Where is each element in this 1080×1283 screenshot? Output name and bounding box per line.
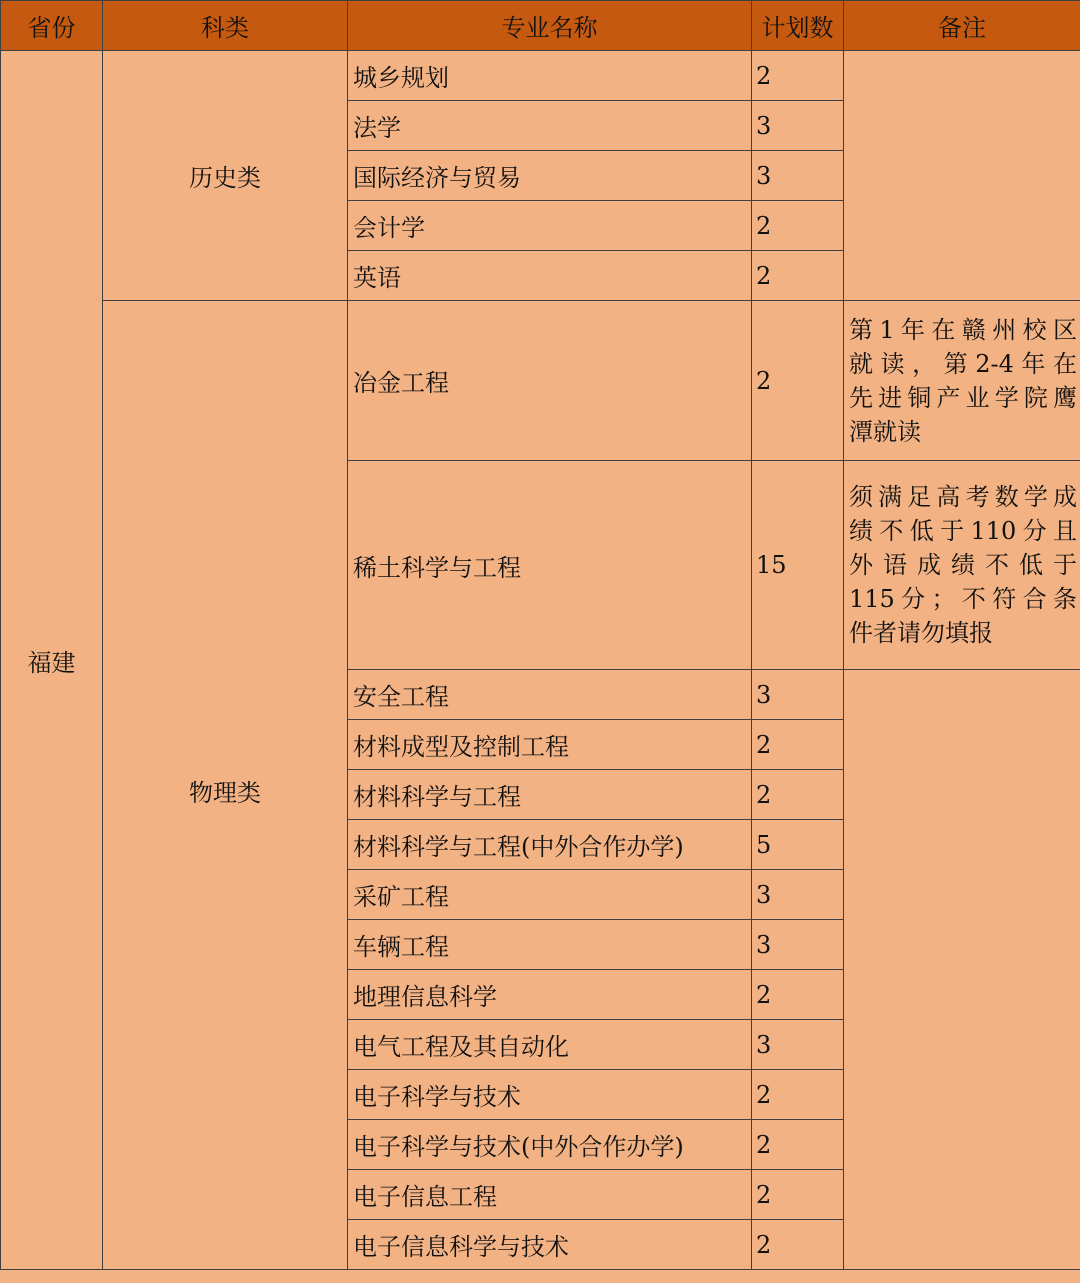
major-cell: 电子信息工程	[348, 1170, 752, 1220]
note-cell-metallurgy	[844, 301, 1080, 461]
table-row	[1, 51, 1080, 101]
major-cell: 材料科学与工程(中外合作办学)	[348, 820, 752, 870]
plan-cell: 3	[752, 151, 844, 201]
header-note: 备注	[844, 1, 1080, 51]
table-row	[1, 301, 1080, 461]
plan-cell: 2	[752, 51, 844, 101]
major-cell: 电子信息科学与技术	[348, 1220, 752, 1270]
plan-cell: 2	[752, 201, 844, 251]
major-cell: 电子科学与技术(中外合作办学)	[348, 1120, 752, 1170]
plan-cell: 3	[752, 101, 844, 151]
plan-cell: 2	[752, 720, 844, 770]
note-cell-empty	[844, 51, 1080, 301]
major-cell: 材料成型及控制工程	[348, 720, 752, 770]
note-line: 第1年在赣州校区	[849, 315, 1077, 344]
header-row	[1, 1, 1080, 51]
plan-cell: 2	[752, 1070, 844, 1120]
plan-cell: 15	[752, 461, 844, 670]
plan-cell: 2	[752, 1120, 844, 1170]
note-cell-rare-earth	[844, 461, 1080, 670]
plan-cell: 2	[752, 1220, 844, 1270]
plan-cell: 5	[752, 820, 844, 870]
plan-cell: 3	[752, 870, 844, 920]
header-major: 专业名称	[348, 1, 752, 51]
major-cell: 会计学	[348, 201, 752, 251]
major-cell: 法学	[348, 101, 752, 151]
plan-cell: 2	[752, 251, 844, 301]
note-line: 须满足高考数学成	[849, 483, 1077, 511]
note-line: 潭就读	[849, 417, 921, 446]
major-cell: 电子科学与技术	[348, 1070, 752, 1120]
note-cell-empty	[844, 670, 1080, 1270]
major-cell: 英语	[348, 251, 752, 301]
major-cell: 安全工程	[348, 670, 752, 720]
major-cell: 材料科学与工程	[348, 770, 752, 820]
note-line: 115分；不符合条	[849, 585, 1077, 613]
category-history-cell: 历史类	[103, 51, 348, 301]
note-line: 件者请勿填报	[849, 619, 993, 647]
plan-cell: 2	[752, 970, 844, 1020]
major-cell: 车辆工程	[348, 920, 752, 970]
plan-cell: 2	[752, 770, 844, 820]
header-province: 省份	[1, 1, 103, 51]
plan-cell: 2	[752, 301, 844, 461]
note-line: 外语成绩不低于	[849, 551, 1077, 579]
major-cell: 城乡规划	[348, 51, 752, 101]
category-physics-cell: 物理类	[103, 301, 348, 1270]
major-cell: 电气工程及其自动化	[348, 1020, 752, 1070]
major-cell: 国际经济与贸易	[348, 151, 752, 201]
plan-cell: 3	[752, 1020, 844, 1070]
plan-cell: 2	[752, 1170, 844, 1220]
plan-cell: 3	[752, 920, 844, 970]
major-cell: 稀土科学与工程	[348, 461, 752, 670]
header-category: 科类	[103, 1, 348, 51]
note-line: 就读，第2-4年在	[849, 349, 1077, 378]
major-cell: 采矿工程	[348, 870, 752, 920]
header-plan: 计划数	[752, 1, 844, 51]
plan-cell: 3	[752, 670, 844, 720]
province-cell: 福建	[1, 51, 103, 1270]
major-cell: 冶金工程	[348, 301, 752, 461]
note-line: 先进铜产业学院鹰	[849, 383, 1077, 412]
major-cell: 地理信息科学	[348, 970, 752, 1020]
note-line: 绩不低于110分且	[849, 517, 1077, 545]
